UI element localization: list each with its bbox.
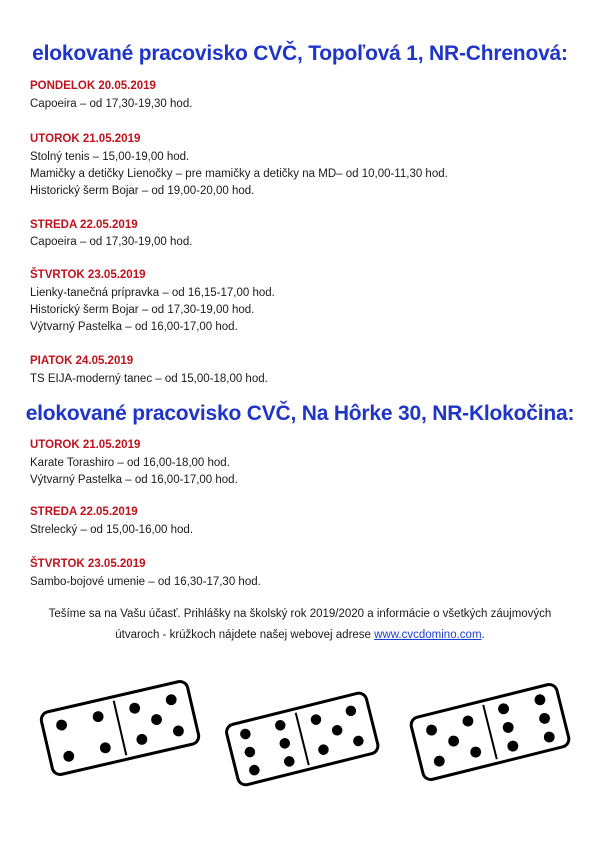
activity-item: Výtvarný Pastelka – od 16,00-17,00 hod. <box>30 321 238 333</box>
footer-line-1: Tešíme sa na Vašu účasť. Prihlášky na školský rok 2019/2020 a informácie o všetkých záujmových <box>48 608 552 620</box>
heading-chrenova: elokované pracovisko CVČ, Topoľová 1, NR-Chrenová: <box>32 42 568 65</box>
activity-item: Historický šerm Bojar – od 17,30-19,00 hod. <box>30 304 255 316</box>
activity-item: Karate Torashiro – od 16,00-18,00 hod. <box>30 457 230 469</box>
day-label: PONDELOK 20.05.2019 <box>30 80 156 92</box>
activity-item: Sambo-bojové umenie – od 16,30-17,30 hod. <box>30 576 261 588</box>
activity-item: Stolný tenis – 15,00-19,00 hod. <box>30 151 190 163</box>
footer-line-2 <box>40 625 560 646</box>
website-link[interactable]: www.cvcdomino.com <box>374 629 482 641</box>
activity-item: Historický šerm Bojar – od 19,00-20,00 hod. <box>30 185 255 197</box>
activity-item: Strelecký – od 15,00-16,00 hod. <box>30 524 194 536</box>
activity-item: Capoeira – od 17,30-19,00 hod. <box>30 236 193 248</box>
footer-note <box>40 604 560 646</box>
day-label: STREDA 22.05.2019 <box>30 219 138 231</box>
day-label: PIATOK 24.05.2019 <box>30 355 134 367</box>
footer-line-2-end: . <box>481 629 485 641</box>
domino-right-icon <box>395 672 585 792</box>
activity-item: Mamičky a detičky Lienočky – pre mamičky a detičky na MD– od 10,00-11,30 hod. <box>30 168 448 180</box>
day-label: ŠTVRTOK 23.05.2019 <box>30 269 146 281</box>
domino-center-icon <box>212 678 392 798</box>
activity-item: Výtvarný Pastelka – od 16,00-17,00 hod. <box>30 474 238 486</box>
day-label: UTOROK 21.05.2019 <box>30 133 141 145</box>
activity-item: Capoeira – od 17,30-19,30 hod. <box>30 98 193 110</box>
heading-klokocina: elokované pracovisko CVČ, Na Hôrke 30, NR-Klokočina: <box>25 402 575 425</box>
footer-line-2-text: útvaroch - krúžkoch nájdete našej webovej adrese <box>115 629 371 641</box>
day-label: UTOROK 21.05.2019 <box>30 439 141 451</box>
day-label: STREDA 22.05.2019 <box>30 506 138 518</box>
domino-left-icon <box>25 668 215 788</box>
activity-item: Lienky-tanečná prípravka – od 16,15-17,00 hod. <box>30 287 275 299</box>
activity-item: TS EIJA-moderný tanec – od 15,00-18,00 hod. <box>30 373 268 385</box>
day-label: ŠTVRTOK 23.05.2019 <box>30 558 146 570</box>
